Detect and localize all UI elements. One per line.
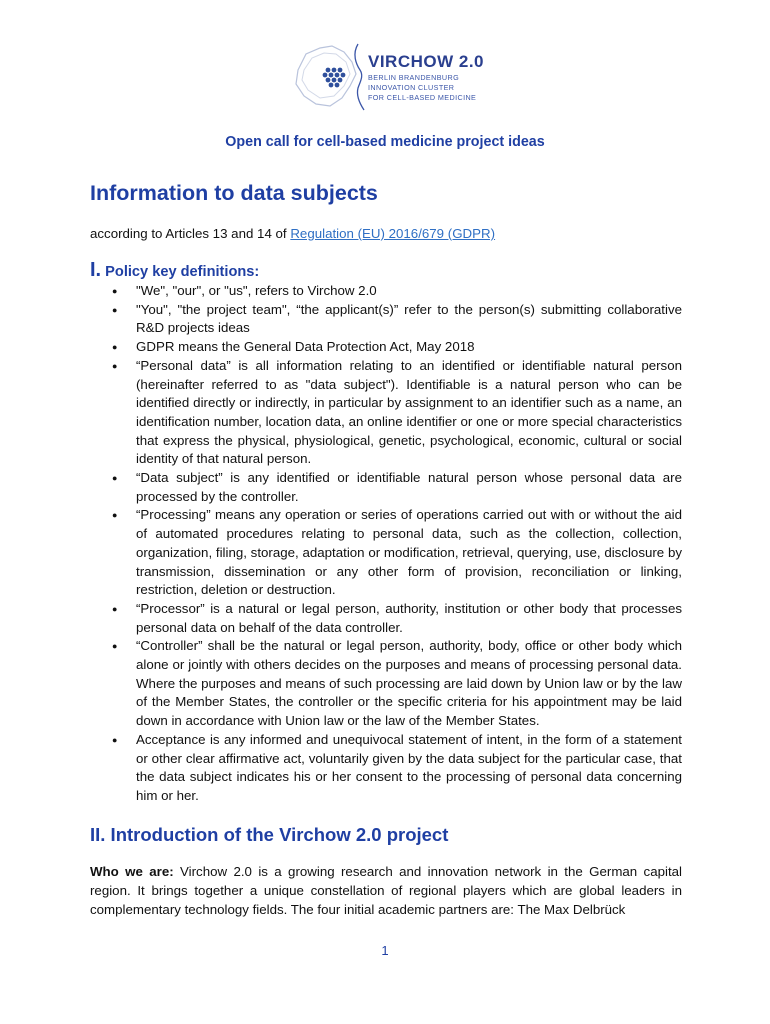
list-item	[90, 338, 682, 357]
bullet-icon: ●	[112, 603, 118, 614]
list-item	[90, 469, 682, 506]
logo-subtitle-3: FOR CELL-BASED MEDICINE	[368, 93, 477, 102]
logo-subtitle-1: BERLIN BRANDENBURG	[368, 73, 460, 82]
definition-text: “Personal data” is all information relating to an identified or identifiable natural person (hereinafter referred to as "data subject"). Identifiable is a natural person who can be identified directly or indirectly, in particular by assignment to an identifier such as a name, an identification number, location data, an online identifier or one or more special characteristics that express the physical, physiological, genetic, psychological, economic, cultural or social identity of that natural person.	[136, 357, 682, 467]
who-we-are-label: Who we are:	[90, 864, 174, 879]
definition-text: GDPR means the General Data Protection Act, May 2018	[136, 339, 475, 355]
list-item	[90, 637, 682, 731]
bullet-icon: ●	[112, 304, 118, 315]
definition-text: "You", "the project team", “the applicant(s)” refer to the person(s) submitting collaborative R&D projects ideas	[136, 301, 682, 336]
definition-text: “Controller” shall be the natural or legal person, authority, body, office or other body which alone or jointly with others decides on the purposes and means of processing personal data. Where the purposes and means of such processing are laid down by Union law or by the law of the Member States, the controller or the specific criteria for his appointment may be laid down in accordance with Union law or the law of the Member States.	[136, 638, 682, 729]
gdpr-link[interactable]: Regulation (EU) 2016/679 (GDPR)	[290, 226, 496, 241]
definitions-list	[90, 282, 682, 806]
definition-text: “Data subject” is any identified or identifiable natural person whose personal data are processed by the controller.	[136, 470, 682, 504]
bullet-icon: ●	[112, 510, 118, 521]
bullet-icon: ●	[112, 342, 118, 353]
page-number: 1	[381, 943, 389, 958]
section-heading-introduction: II. Introduction of the Virchow 2.0 project	[90, 824, 449, 845]
definition-text: “Processing” means any operation or series of operations carried out with or without the aid of automated procedures relating to personal data, such as the collection, collection, organization, filing, storage, adaptation or modification, retrieval, querying, use, disclosure by transmission, dissemination or any other form of provision, reconciliation or linking, restriction, deletion or destruction.	[136, 507, 682, 598]
list-item	[90, 357, 682, 469]
logo-title: VIRCHOW 2.0	[368, 52, 485, 71]
bullet-icon: ●	[112, 286, 118, 296]
bullet-icon: ●	[112, 360, 118, 371]
brandenburg-map-icon	[290, 40, 370, 112]
regulation-prefix: according to Articles 13 and 14 of	[90, 226, 291, 241]
list-item	[90, 282, 682, 301]
definition-text: Acceptance is any informed and unequivocal statement of intent, in the form of a statement or other clear affirmative act, voluntarily given by the data subject for the particular case, that the data subject indicates his or her consent to the processing of personal data concerning him or her.	[136, 731, 682, 803]
who-we-are-paragraph	[90, 862, 682, 919]
logo-text	[368, 52, 484, 102]
definition-text: "We", "our", or "us", refers to Virchow 2.0	[136, 283, 377, 298]
list-item	[90, 731, 682, 806]
list-item	[90, 301, 682, 338]
list-item	[90, 506, 682, 600]
bullet-icon: ●	[112, 473, 118, 484]
section-number: I.	[90, 259, 102, 281]
page-title: Information to data subjects	[90, 181, 378, 205]
definition-text: “Processor” is a natural or legal person, authority, institution or other body that processes personal data on behalf of the data controller.	[136, 600, 682, 635]
regulation-reference	[90, 226, 495, 241]
who-we-are-text: Virchow 2.0 is a growing research and innovation network in the German capital region. It brings together a unique constellation of regional players which are global leaders in complementary technology fields. The four initial academic partners are: The Max Delbrück	[90, 864, 682, 917]
section-title: Policy key definitions:	[101, 264, 260, 280]
bullet-icon: ●	[112, 734, 118, 745]
list-item	[90, 600, 682, 637]
logo-subtitle-2: INNOVATION CLUSTER	[368, 83, 455, 92]
bullet-icon: ●	[112, 641, 118, 652]
call-title: Open call for cell-based medicine project ideas	[225, 134, 545, 150]
section-heading-definitions	[90, 259, 259, 282]
